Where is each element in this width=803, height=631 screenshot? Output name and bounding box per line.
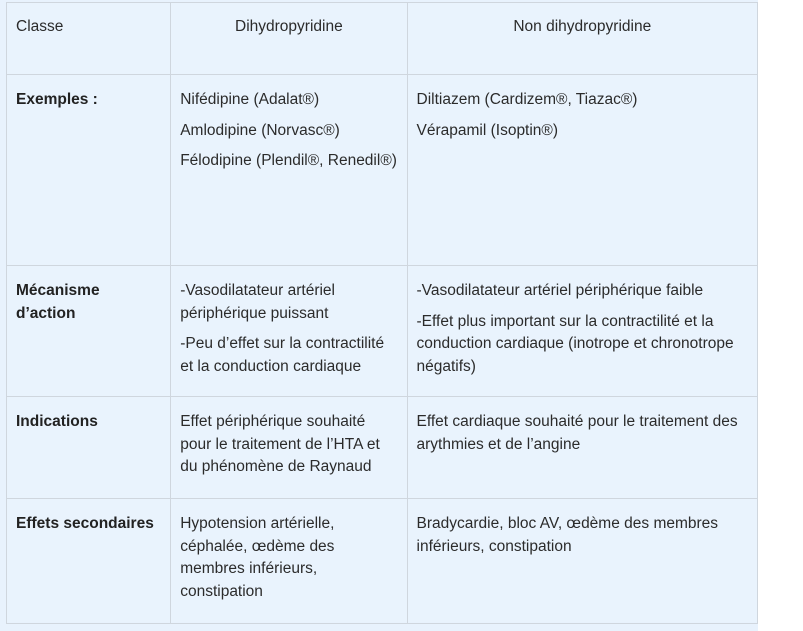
header-dhp-label: Dihydropyridine [235,18,343,35]
example-felodipine: Félodipine (Plendil®, Renedil®) [180,152,397,169]
mechanism-non-dhp-cell [407,266,757,397]
side-effects-label-cell [7,499,171,624]
mechanism-row [7,266,758,397]
mechanism-dhp-cell [171,266,407,397]
example-diltiazem: Diltiazem (Cardizem®, Tiazac®) [416,91,638,108]
mechanism-non-dhp-para1: -Vasodilatateur artériel périphérique faible [416,282,704,299]
mechanism-dhp-para2: -Peu d’effet sur la contractilité et la conduction cardiaque [180,335,385,375]
indications-label-cell [7,397,171,499]
examples-dhp-cell [171,75,407,266]
comparison-table [6,2,758,622]
side-effects-label: Effets secondaires [16,515,154,532]
indications-row [7,397,758,499]
side-effects-non-dhp-text: Bradycardie, bloc AV, œdème des membres inférieurs, constipation [416,515,719,555]
indications-label: Indications [16,413,98,430]
example-nifedipine: Nifédipine (Adalat®) [180,91,320,108]
mechanism-non-dhp-para2: -Effet plus important sur la contractilité et la conduction cardiaque (inotrope et chronotrope négatifs) [416,312,734,375]
side-effects-row [7,499,758,624]
drug-class-table [6,2,758,624]
header-non-dhp-label: Non dihydropyridine [513,18,652,35]
indications-non-dhp-cell [407,397,757,499]
examples-label-cell [7,75,171,266]
header-non-dhp-cell [407,3,757,75]
header-class-label: Classe [16,18,64,35]
examples-row [7,75,758,266]
mechanism-label-line2: d’action [16,304,76,322]
examples-non-dhp-cell [407,75,757,266]
side-effects-non-dhp-cell [407,499,757,624]
mechanism-label-cell [7,266,171,397]
example-amlodipine: Amlodipine (Norvasc®) [180,121,340,139]
mechanism-label-line1: Mécanisme [16,282,100,299]
indications-dhp-text: Effet périphérique souhaité pour le traitement de l’HTA et du phénomène de Raynaud [180,413,380,475]
examples-label: Exemples : [16,91,98,108]
page-right-margin [758,0,803,631]
header-row [7,3,758,75]
side-effects-dhp-cell [171,499,407,624]
mechanism-dhp-para1: -Vasodilatateur artériel périphérique puissant [180,282,335,322]
example-verapamil: Vérapamil (Isoptin®) [416,121,559,139]
header-class-cell [7,3,171,75]
indications-dhp-cell [171,397,407,499]
indications-non-dhp-text: Effet cardiaque souhaité pour le traitement des arythmies et de l’angine [416,413,738,453]
side-effects-dhp-text: Hypotension artérielle, céphalée, œdème des membres inférieurs, constipation [180,515,335,600]
header-dhp-cell [171,3,407,75]
